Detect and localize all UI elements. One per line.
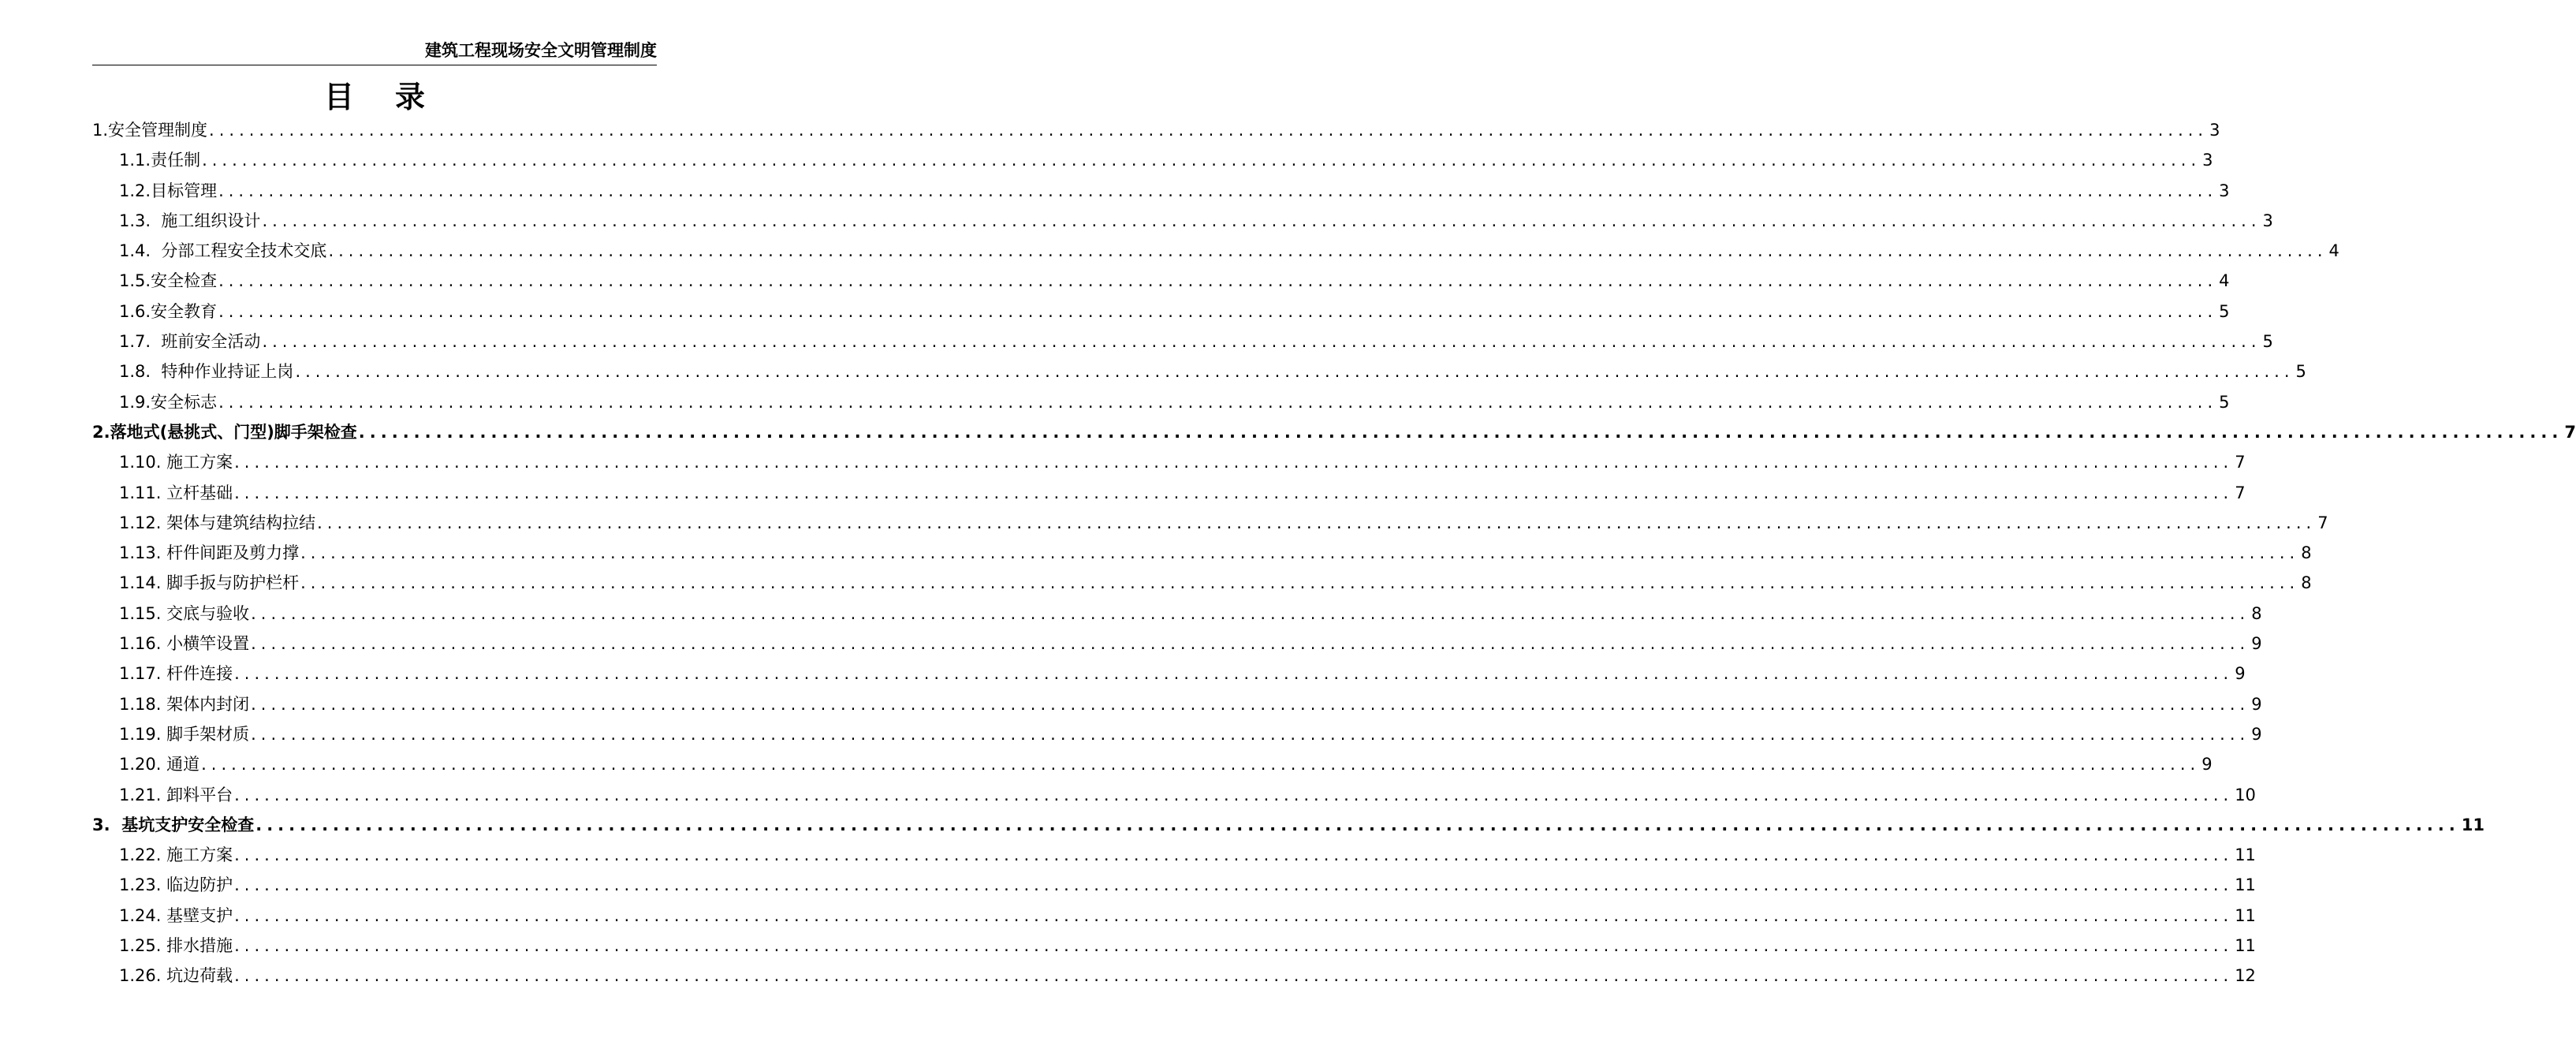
toc-entry-title: 特种作业持证上岗 bbox=[151, 362, 294, 382]
toc-entry-title: 安全教育 bbox=[151, 301, 218, 321]
toc-entry-page: 11 bbox=[2235, 905, 2256, 925]
toc-entry[interactable] bbox=[92, 599, 2262, 629]
toc-entry-title: 临边防护 bbox=[161, 875, 233, 895]
toc-entry-page: 11 bbox=[2235, 875, 2256, 895]
toc-entry[interactable] bbox=[92, 478, 2246, 508]
toc-dot-leader: ........................................................................................................................................................................................................ bbox=[251, 634, 2250, 654]
toc-entry-number: 1.25. bbox=[119, 936, 162, 956]
toc-entry-number: 1.3. bbox=[119, 211, 151, 230]
toc-entry[interactable] bbox=[92, 568, 2312, 598]
table-of-contents bbox=[92, 115, 2576, 991]
toc-entry-title: 小横竿设置 bbox=[161, 634, 250, 654]
toc-entry[interactable] bbox=[92, 115, 2220, 145]
toc-entry-title: 分部工程安全技术交底 bbox=[151, 241, 327, 261]
toc-entry-page: 4 bbox=[2219, 271, 2230, 291]
toc-entry[interactable] bbox=[92, 961, 2256, 991]
toc-entry-title: 落地式(悬挑式、门型)脚手架检查 bbox=[110, 422, 357, 442]
toc-dot-leader: ........................................................................................................................................................................................................ bbox=[218, 392, 2218, 412]
toc-entry-number: 1.20. bbox=[119, 755, 162, 774]
toc-entry-page: 8 bbox=[2301, 573, 2312, 593]
toc-entry-page: 7 bbox=[2235, 483, 2246, 502]
toc-entry[interactable] bbox=[92, 327, 2273, 356]
toc-entry-page: 5 bbox=[2219, 392, 2230, 412]
toc-entry[interactable] bbox=[92, 931, 2256, 961]
toc-entry-page: 9 bbox=[2235, 664, 2246, 684]
toc-entry-page: 3 bbox=[2209, 121, 2220, 140]
toc-entry-page: 11 bbox=[2461, 815, 2485, 834]
toc-entry[interactable] bbox=[92, 659, 2246, 689]
toc-entry-page: 9 bbox=[2251, 694, 2262, 714]
toc-entry-page: 5 bbox=[2262, 332, 2273, 352]
toc-entry-title: 目标管理 bbox=[151, 181, 218, 200]
toc-dot-leader: ........................................................................................................................................................................................................ bbox=[358, 422, 2563, 442]
toc-entry[interactable] bbox=[92, 719, 2262, 749]
toc-entry[interactable] bbox=[92, 266, 2230, 296]
toc-entry-title: 安全检查 bbox=[151, 271, 218, 291]
toc-entry[interactable] bbox=[92, 538, 2312, 568]
toc-dot-leader: ........................................................................................................................................................................................................ bbox=[218, 301, 2218, 321]
toc-entry-page: 4 bbox=[2328, 241, 2339, 261]
toc-dot-leader: ........................................................................................................................................................................................................ bbox=[209, 121, 2209, 140]
toc-dot-leader: ........................................................................................................................................................................................................ bbox=[234, 664, 2234, 684]
toc-entry-page: 7 bbox=[2564, 422, 2576, 442]
toc-entry-number: 1.13. bbox=[119, 543, 162, 563]
toc-entry[interactable] bbox=[92, 447, 2246, 477]
header-title: 建筑工程现场安全文明管理制度 bbox=[425, 41, 657, 60]
toc-entry-title: 立杆基础 bbox=[161, 483, 233, 502]
toc-entry-page: 7 bbox=[2235, 453, 2246, 472]
toc-dot-leader: ........................................................................................................................................................................................................ bbox=[262, 332, 2261, 352]
toc-entry-title: 排水措施 bbox=[161, 936, 233, 956]
toc-entry[interactable] bbox=[92, 236, 2339, 266]
toc-entry-number: 1.14. bbox=[119, 573, 162, 593]
toc-dot-leader: ........................................................................................................................................................................................................ bbox=[251, 603, 2250, 623]
toc-entry-title: 安全管理制度 bbox=[108, 121, 208, 140]
toc-dot-leader: ........................................................................................................................................................................................................ bbox=[300, 543, 2300, 563]
toc-entry-title: 安全标志 bbox=[151, 392, 218, 412]
toc-entry-page: 5 bbox=[2219, 301, 2230, 321]
toc-entry[interactable] bbox=[92, 901, 2256, 931]
toc-entry-number: 1.16. bbox=[119, 634, 162, 654]
toc-entry[interactable] bbox=[92, 145, 2213, 175]
toc-entry-number: 1.24. bbox=[119, 905, 162, 925]
toc-dot-leader: ........................................................................................................................................................................................................ bbox=[328, 241, 2328, 261]
toc-entry-title: 责任制 bbox=[151, 151, 201, 170]
toc-entry-page: 8 bbox=[2251, 603, 2262, 623]
toc-entry[interactable] bbox=[92, 870, 2256, 900]
toc-dot-leader: ........................................................................................................................................................................................................ bbox=[251, 694, 2250, 714]
toc-entry-title: 班前安全活动 bbox=[151, 332, 261, 352]
toc-dot-leader: ........................................................................................................................................................................................................ bbox=[234, 966, 2234, 986]
toc-entry-title: 交底与验收 bbox=[161, 603, 250, 623]
toc-entry[interactable] bbox=[92, 176, 2230, 206]
toc-entry[interactable] bbox=[92, 206, 2273, 236]
toc-entry-number: 1.19. bbox=[119, 724, 162, 744]
toc-entry-number: 1.9. bbox=[119, 392, 151, 412]
toc-entry-number: 1.23. bbox=[119, 875, 162, 895]
toc-entry[interactable] bbox=[92, 417, 2576, 447]
toc-dot-leader: ........................................................................................................................................................................................................ bbox=[234, 785, 2234, 804]
toc-entry[interactable] bbox=[92, 508, 2328, 538]
toc-entry-title: 脚手架材质 bbox=[161, 724, 250, 744]
toc-entry-page: 10 bbox=[2235, 785, 2256, 804]
toc-entry-title: 通道 bbox=[161, 755, 200, 774]
toc-entry[interactable] bbox=[92, 297, 2230, 327]
toc-dot-leader: ........................................................................................................................................................................................................ bbox=[201, 755, 2201, 774]
toc-entry-title: 基坑支护安全检查 bbox=[110, 815, 255, 834]
toc-dot-leader: ........................................................................................................................................................................................................ bbox=[234, 845, 2234, 865]
toc-dot-leader: ........................................................................................................................................................................................................ bbox=[218, 181, 2218, 200]
toc-dot-leader: ........................................................................................................................................................................................................ bbox=[262, 211, 2261, 230]
toc-entry-number: 1.12. bbox=[119, 513, 162, 532]
toc-dot-leader: ........................................................................................................................................................................................................ bbox=[234, 453, 2234, 472]
toc-entry-title: 架体与建筑结构拉结 bbox=[161, 513, 316, 532]
toc-entry-number: 1.21. bbox=[119, 785, 162, 804]
page-header bbox=[92, 39, 657, 65]
toc-entry-number: 1.26. bbox=[119, 966, 162, 986]
toc-entry[interactable] bbox=[92, 810, 2485, 840]
toc-dot-leader: ........................................................................................................................................................................................................ bbox=[317, 513, 2317, 532]
toc-dot-leader: ........................................................................................................................................................................................................ bbox=[234, 905, 2234, 925]
toc-entry[interactable] bbox=[92, 780, 2256, 810]
toc-entry[interactable] bbox=[92, 689, 2262, 719]
toc-entry-page: 11 bbox=[2235, 936, 2256, 956]
toc-dot-leader: ........................................................................................................................................................................................................ bbox=[202, 151, 2201, 170]
toc-title: 目录 bbox=[323, 80, 466, 114]
toc-entry-number: 3. bbox=[92, 815, 110, 834]
toc-entry[interactable] bbox=[92, 387, 2230, 417]
toc-entry-page: 9 bbox=[2251, 634, 2262, 654]
toc-entry-page: 9 bbox=[2251, 724, 2262, 744]
toc-dot-leader: ........................................................................................................................................................................................................ bbox=[234, 875, 2234, 895]
toc-entry-title: 施工方案 bbox=[161, 845, 233, 865]
toc-entry-page: 5 bbox=[2295, 362, 2306, 382]
toc-entry-title: 杆件连接 bbox=[161, 664, 233, 684]
toc-entry-title: 坑边荷载 bbox=[161, 966, 233, 986]
toc-dot-leader: ........................................................................................................................................................................................................ bbox=[234, 936, 2234, 956]
toc-entry-title: 施工组织设计 bbox=[151, 211, 261, 230]
toc-dot-leader: ........................................................................................................................................................................................................ bbox=[295, 362, 2295, 382]
toc-entry[interactable] bbox=[92, 356, 2306, 386]
toc-entry-title: 施工方案 bbox=[161, 453, 233, 472]
toc-entry-page: 3 bbox=[2202, 151, 2213, 170]
toc-entry-number: 1.22. bbox=[119, 845, 162, 865]
toc-entry-title: 杆件间距及剪力撑 bbox=[161, 543, 300, 563]
toc-dot-leader: ........................................................................................................................................................................................................ bbox=[300, 573, 2300, 593]
toc-dot-leader: ........................................................................................................................................................................................................ bbox=[255, 815, 2460, 834]
toc-entry-page: 3 bbox=[2219, 181, 2230, 200]
toc-entry-number: 1.2. bbox=[119, 181, 151, 200]
toc-entry-number: 1.5. bbox=[119, 271, 151, 291]
toc-entry[interactable] bbox=[92, 749, 2213, 779]
toc-entry-number: 1.15. bbox=[119, 603, 162, 623]
toc-entry-number: 1.11. bbox=[119, 483, 162, 502]
toc-entry[interactable] bbox=[92, 840, 2256, 870]
toc-dot-leader: ........................................................................................................................................................................................................ bbox=[218, 271, 2218, 291]
toc-entry-title: 脚手扳与防护栏杆 bbox=[161, 573, 300, 593]
toc-entry-number: 1.18. bbox=[119, 694, 162, 714]
toc-entry-page: 3 bbox=[2262, 211, 2273, 230]
toc-entry-page: 8 bbox=[2301, 543, 2312, 563]
toc-dot-leader: ........................................................................................................................................................................................................ bbox=[251, 724, 2250, 744]
toc-entry[interactable] bbox=[92, 629, 2262, 659]
toc-entry-number: 1.8. bbox=[119, 362, 151, 382]
toc-entry-number: 1.4. bbox=[119, 241, 151, 261]
toc-entry-page: 12 bbox=[2235, 966, 2256, 986]
toc-entry-number: 1.7. bbox=[119, 332, 151, 352]
toc-entry-title: 卸料平台 bbox=[161, 785, 233, 804]
toc-entry-number: 1.6. bbox=[119, 301, 151, 321]
toc-entry-number: 1. bbox=[92, 121, 109, 140]
toc-entry-title: 基壁支护 bbox=[161, 905, 233, 925]
toc-entry-page: 11 bbox=[2235, 845, 2256, 865]
toc-entry-page: 9 bbox=[2201, 755, 2213, 774]
toc-entry-number: 2. bbox=[92, 422, 110, 442]
toc-dot-leader: ........................................................................................................................................................................................................ bbox=[234, 483, 2234, 502]
toc-entry-number: 1.17. bbox=[119, 664, 162, 684]
toc-entry-number: 1.1. bbox=[119, 151, 151, 170]
toc-entry-title: 架体内封闭 bbox=[161, 694, 250, 714]
toc-entry-page: 7 bbox=[2317, 513, 2328, 532]
toc-entry-number: 1.10. bbox=[119, 453, 162, 472]
